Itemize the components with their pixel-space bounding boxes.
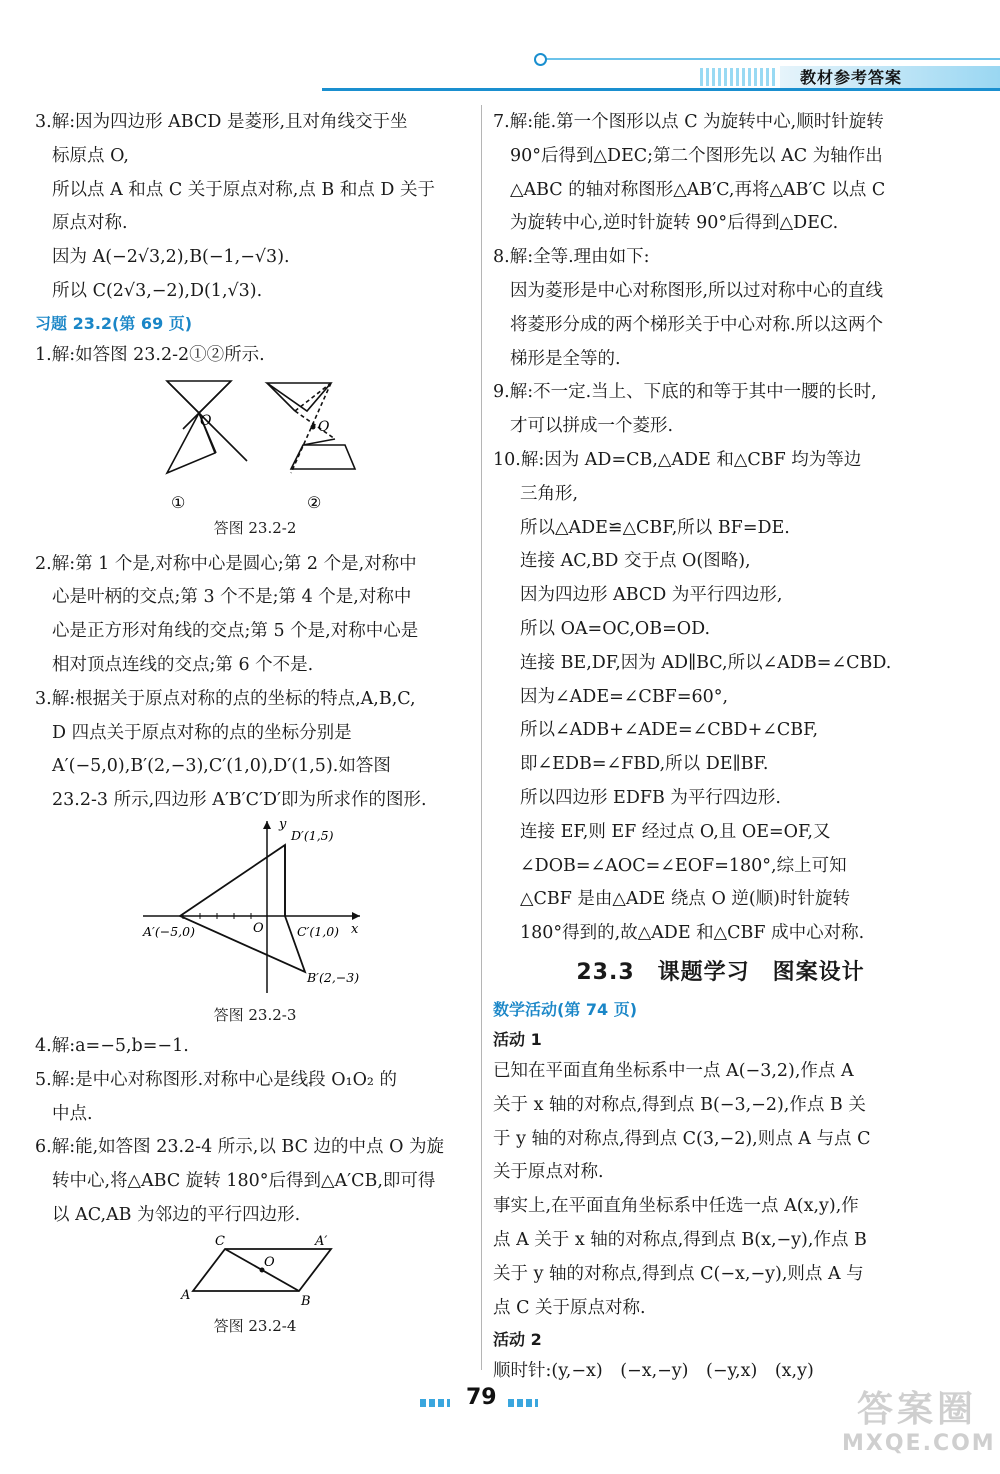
q10-line: 连接 AC,BD 交于点 O(图略), [520,551,751,572]
column-divider [481,105,482,1370]
q9-line: 才可以拼成一个菱形. [510,416,674,437]
figure-23-2-4-drawing [35,1233,475,1311]
q5-line: 5.解:是中心对称图形.对称中心是线段 O₁O₂ 的 [35,1069,398,1090]
q2-line: 2.解:第 1 个是,对称中心是圆心;第 2 个是,对称中 [35,553,417,574]
watermark-url: MXQE.COM [842,1431,996,1456]
q6-line: 转中心,将△ABC 旋转 180°后得到△A′CB,即可得 [52,1171,436,1192]
q2-line: 心是正方形对角线的交点;第 5 个是,对称中心是 [52,621,419,642]
activity-1-line: 点 A 关于 x 轴的对称点,得到点 B(x,−y),作点 B [493,1229,867,1250]
q3b-line: 23.2-3 所示,四边形 A′B′C′D′即为所求作的图形. [52,790,427,811]
page-number-deco-right [508,1399,538,1407]
fig3-y-axis: y [279,817,287,832]
figure-caption: 答图 23.2-3 [213,1005,297,1024]
header-dot [534,53,547,66]
fig2-label-o1: O [200,412,212,429]
q10-line: 即∠EDB=∠FBD,所以 DE∥BF. [520,754,769,775]
section-heading: 数学活动(第 74 页) [493,999,638,1019]
activity-1-line: 事实上,在平面直角坐标系中任选一点 A(x,y),作 [493,1196,859,1217]
activity-1-line: 关于 x 轴的对称点,得到点 B(−3,−2),作点 B 关 [493,1094,866,1115]
figure-caption: 答图 23.2-2 [213,518,297,537]
q2-line: 相对顶点连线的交点;第 6 个不是. [52,654,314,675]
activity-1-line: 于 y 轴的对称点,得到点 C(3,−2),则点 A 与点 C [493,1128,871,1149]
q3a-line: 标原点 O, [52,145,129,166]
fig4-label-a: A [181,1287,191,1303]
q3b-line: 3.解:根据关于原点对称的点的坐标的特点,A,B,C, [35,688,416,709]
q10-line: 所以∠ADB+∠ADE=∠CBD+∠CBF, [520,720,819,741]
fig3-origin: O [253,920,264,936]
q10-line: 连接 BE,DF,因为 AD∥BC,所以∠ADB=∠CBD. [520,652,892,673]
q10-line: 因为∠ADE=∠CBF=60°, [520,686,729,707]
q8-line: 将菱形分成的两个梯形关于中心对称.所以这两个 [510,314,884,335]
activity-1-line: 关于原点对称. [493,1162,604,1183]
q8-line: 梯形是全等的. [510,348,621,369]
header-rule [322,88,1000,91]
q5-line: 中点. [52,1103,93,1124]
q10-line: 180°得到的,故△ADE 和△CBF 成中心对称. [520,923,865,944]
fig4-label-a-prime: A′ [315,1233,328,1249]
header-rule-thin [540,58,1000,60]
figure-23-2-2-drawing [35,373,475,513]
fig3-label-d: D′(1,5) [291,827,334,843]
q2-line: 心是叶柄的交点;第 3 个不是;第 4 个是,对称中 [52,587,412,608]
q3b-line: A′(−5,0),B′(2,−3),C′(1,0),D′(1,5).如答图 [52,756,391,777]
q1-line: 1.解:如答图 23.2-2①②所示. [35,344,265,365]
left-column [35,106,475,1333]
activity-2-line: 顺时针:(y,−x) (−x,−y) (−y,x) (x,y) [493,1361,814,1382]
q10-line: 连接 EF,则 EF 经过点 O,且 OE=OF,又 [520,821,831,842]
q3b-line: D 四点关于原点对称的点的坐标分别是 [52,722,352,743]
page-number-deco-left [420,1399,450,1407]
q10-line: △CBF 是由△ADE 绕点 O 逆(顺)时针旋转 [520,889,851,910]
fig2-label-o2: O [318,418,330,435]
fig3-label-a: A′(−5,0) [143,923,195,939]
q8-line: 8.解:全等.理由如下: [493,247,650,268]
q7-line: 7.解:能.第一个图形以点 C 为旋转中心,顺时针旋转 [493,112,884,132]
q3a-line: 所以点 A 和点 C 关于原点对称,点 B 和点 D 关于 [52,179,435,200]
q10-line: 因为四边形 ABCD 为平行四边形, [520,585,783,606]
page-number: 79 [466,1385,497,1410]
q9-line: 9.解:不一定.当上、下底的和等于其中一腰的长时, [493,382,877,403]
figure-23-2-3-drawing [35,818,475,1000]
q10-line: ∠DOB=∠AOC=∠EOF=180°,综上可知 [520,855,847,876]
q6-line: 以 AC,AB 为邻边的平行四边形. [52,1204,301,1225]
figure-23-2-2 [35,373,475,548]
q10-line: 所以△ADE≌△CBF,所以 BF=DE. [520,517,790,538]
q3a-line: 所以 C(2√3,−2),D(1,√3). [52,280,263,301]
watermark [842,1388,996,1468]
q3a-line: 3.解:因为四边形 ABCD 是菱形,且对角线交于坐 [35,112,408,132]
q10-line: 10.解:因为 AD=CB,△ADE 和△CBF 均为等边 [493,449,862,470]
q7-line: 为旋转中心,逆时针旋转 90°后得到△DEC. [510,213,839,234]
q3a-line: 因为 A(−2√3,2),B(−1,−√3). [52,247,290,268]
q10-line: 所以 OA=OC,OB=OD. [520,618,711,639]
figure-caption: 答图 23.2-4 [213,1316,297,1335]
activity-1-label: 活动 1 [493,1029,542,1049]
fig3-x-axis: x [351,921,359,937]
q10-line: 三角形, [520,483,579,504]
figure-23-2-4 [35,1233,475,1333]
section-heading: 习题 23.2(第 69 页) [35,313,193,333]
header-stripes [700,68,778,86]
q8-line: 因为菱形是中心对称图形,所以过对称中心的直线 [510,280,884,301]
activity-1-line: 已知在平面直角坐标系中一点 A(−3,2),作点 A [493,1060,854,1081]
fig4-label-c: C [215,1233,225,1249]
q4-line: 4.解:a=−5,b=−1. [35,1035,189,1056]
fig3-label-c: C′(1,0) [297,923,340,939]
fig3-label-b: B′(2,−3) [307,969,360,985]
activity-2-label: 活动 2 [493,1330,542,1350]
right-column [493,106,938,1389]
fig4-label-o: O [264,1254,275,1270]
activity-1-line: 关于 y 轴的对称点,得到点 C(−x,−y),则点 A 与 [493,1263,864,1284]
header-title: 教材参考答案 [800,68,903,87]
watermark-text: 答案圈 [856,1389,977,1430]
q7-line: △ABC 的轴对称图形△AB′C,再将△AB′C 以点 C [510,179,886,200]
q10-line: 所以四边形 EDFB 为平行四边形. [520,787,781,808]
figure-23-2-3 [35,818,475,1030]
activity-1-line: 点 C 关于原点对称. [493,1297,646,1318]
fig2-mark-1: ① [171,492,186,512]
q6-line: 6.解:能,如答图 23.2-4 所示,以 BC 边的中点 O 为旋 [35,1137,445,1158]
fig4-label-b: B [301,1293,311,1309]
q7-line: 90°后得到△DEC;第二个图形先以 AC 为轴作出 [510,145,883,166]
fig2-mark-2: ② [307,492,322,512]
section-title: 23.3 课题学习 图案设计 [576,959,865,985]
q3a-line: 原点对称. [52,213,128,234]
